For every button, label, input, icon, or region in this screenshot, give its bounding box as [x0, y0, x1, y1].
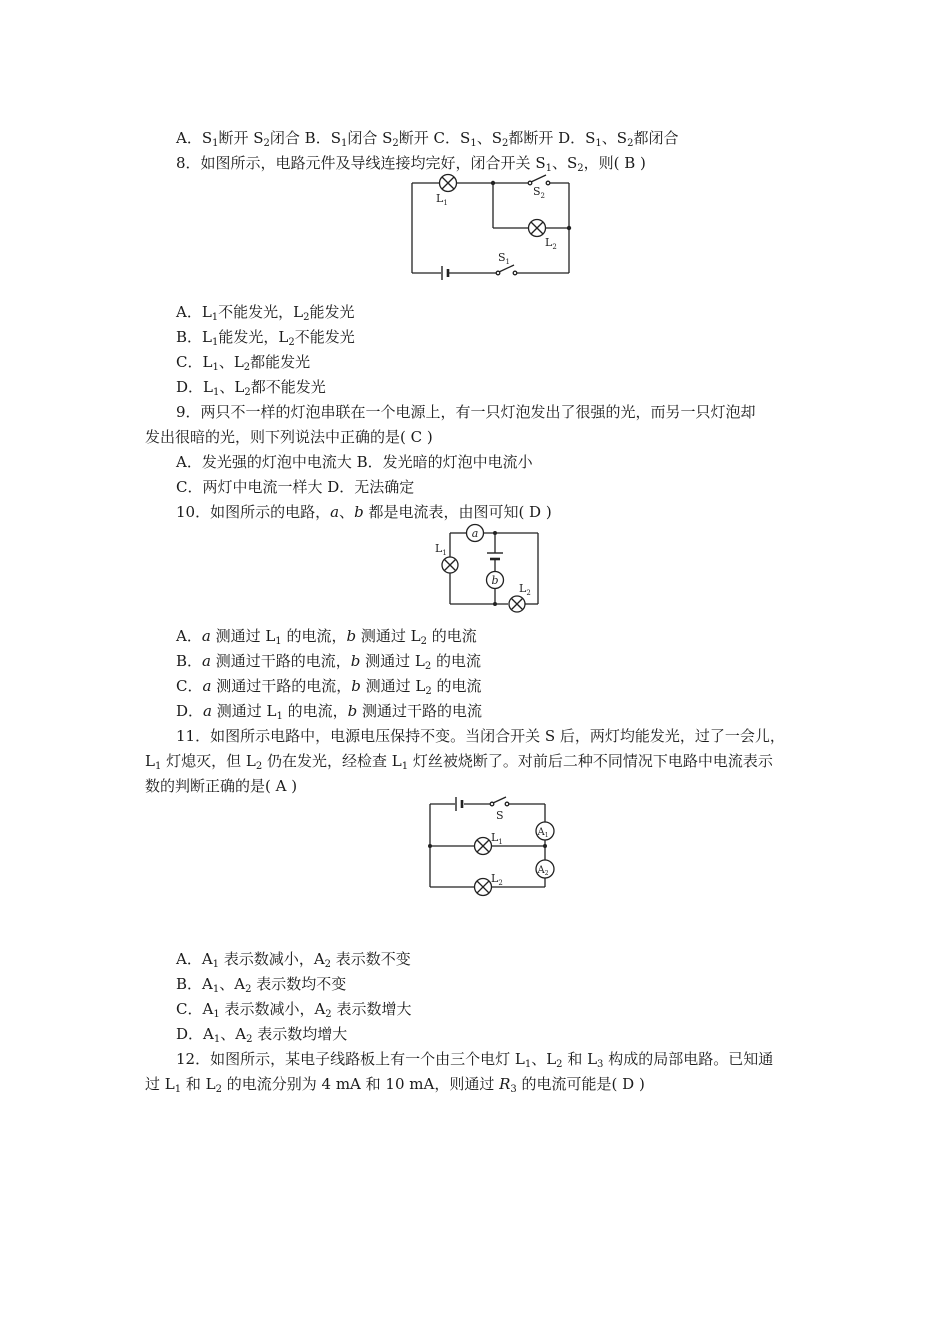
- q10-option-a: A．a 测通过 $L_1$ 的电流，b 测通过 $L_2$ 的电流: [176, 627, 477, 647]
- q12-stem-line1: 12．如图所示，某电子线路板上有一个由三个电灯 $L_1$、$L_2$ 和 $L_3$ 构成的局部电路。已知通: [176, 1050, 774, 1070]
- label-l2: $L_2$: [519, 582, 531, 597]
- label-l1: $L_1$: [491, 831, 503, 846]
- q10-circuit-diagram: [430, 520, 550, 615]
- battery-icon: [456, 797, 462, 811]
- q9-stem-line1: 9．两只不一样的灯泡串联在一个电源上，有一只灯泡发出了很强的光，而另一只灯泡却: [176, 403, 756, 421]
- junction-dot: [491, 181, 495, 185]
- q11-option-c: C．$A_1$ 表示数减小，$A_2$ 表示数增大: [176, 1000, 412, 1020]
- ammeter-a2-icon: [536, 860, 554, 878]
- junction-dot: [428, 844, 432, 848]
- label-s1: $S_1$: [498, 251, 511, 266]
- q11-stem-line3: 数的判断正确的是( A ): [145, 777, 298, 795]
- q9-options-line1: A．发光强的灯泡中电流大 B．发光暗的灯泡中电流小: [176, 453, 533, 471]
- svg-text:A1: $A_1$: [537, 827, 549, 839]
- lamp-l1-icon: [442, 557, 458, 573]
- junction-dot: [493, 531, 497, 535]
- q11-circuit-diagram: [420, 795, 560, 895]
- q8-circuit-diagram: [400, 170, 580, 280]
- svg-text:A2: $A_2$: [537, 865, 549, 877]
- q8-option-c: C．$L_1$、$L_2$都能发光: [176, 353, 311, 373]
- ammeter-a-icon: [467, 525, 484, 542]
- q11-option-d: D．$A_1$、$A_2$ 表示数均增大: [176, 1025, 348, 1045]
- lamp-l1-icon: [440, 175, 457, 192]
- switch-s2-icon: [528, 175, 550, 185]
- q10-stem: 10．如图所示的电路，a、b 都是电流表，由图可知( D ): [176, 503, 552, 521]
- junction-dot: [567, 226, 571, 230]
- q9-stem-line2: 发出很暗的光，则下列说法中正确的是( C ): [145, 428, 433, 446]
- q8-stem: 8．如图所示，电路元件及导线连接均完好，闭合开关 $S_1$、$S_2$，则( B ): [176, 154, 646, 174]
- q10-option-c: C．a 测通过干路的电流，b 测通过 $L_2$ 的电流: [176, 677, 482, 697]
- q11-option-a: A．$A_1$ 表示数减小，$A_2$ 表示数不变: [176, 950, 411, 970]
- svg-text:b: b: [491, 574, 499, 587]
- switch-s-icon: [490, 797, 509, 806]
- lamp-l1-icon: [475, 838, 492, 855]
- lamp-l2-icon: [529, 220, 546, 237]
- ammeter-a1-icon: [536, 822, 554, 840]
- label-l1: $L_1$: [435, 542, 447, 557]
- battery-icon: [487, 553, 503, 559]
- label-l2: $L_2$: [491, 872, 503, 887]
- q8-option-d: D．$L_1$、$L_2$都不能发光: [176, 378, 326, 398]
- junction-dot: [543, 844, 547, 848]
- label-l2: $L_2$: [545, 236, 557, 251]
- q9-options-line2: C．两灯中电流一样大 D．无法确定: [176, 478, 415, 496]
- battery-icon: [442, 266, 448, 280]
- q11-stem-line1: 11．如图所示电路中，电源电压保持不变。当闭合开关 S 后，两灯均能发光，过了一会儿，: [176, 727, 785, 745]
- lamp-l2-icon: [475, 879, 492, 896]
- q7-options-line: A．$S_1$断开 $S_2$闭合 B．$S_1$闭合 $S_2$断开 C．$S_1$、$S_2$都断开 D．$S_1$、$S_2$都闭合: [176, 129, 679, 149]
- label-l1: $L_1$: [436, 192, 448, 207]
- label-s: S: [496, 809, 504, 822]
- junction-dot: [493, 602, 497, 606]
- q8-option-a: A．$L_1$不能发光，$L_2$能发光: [176, 303, 355, 323]
- q10-option-d: D．a 测通过 $L_1$ 的电流，b 测通过干路的电流: [176, 702, 483, 722]
- q10-option-b: B．a 测通过干路的电流，b 测通过 $L_2$ 的电流: [176, 652, 482, 672]
- ammeter-b-icon: [487, 572, 504, 589]
- svg-text:a: a: [471, 527, 479, 540]
- q11-stem-line2: $L_1$ 灯熄灭，但 $L_2$ 仍在发光，经检查 $L_1$ 灯丝被烧断了。对前后二种不同情况下电路中电流表示: [145, 752, 773, 772]
- q12-stem-line2: 过 $L_1$ 和 $L_2$ 的电流分别为 4 mA 和 10 mA，则通过 $R_3$ 的电流可能是( D ): [145, 1075, 645, 1095]
- q11-option-b: B．$A_1$、$A_2$ 表示数均不变: [176, 975, 347, 995]
- label-s2: $S_2$: [533, 185, 546, 200]
- switch-s1-icon: [496, 265, 517, 275]
- lamp-l2-icon: [509, 596, 525, 612]
- q8-option-b: B．$L_1$能发光，$L_2$不能发光: [176, 328, 355, 348]
